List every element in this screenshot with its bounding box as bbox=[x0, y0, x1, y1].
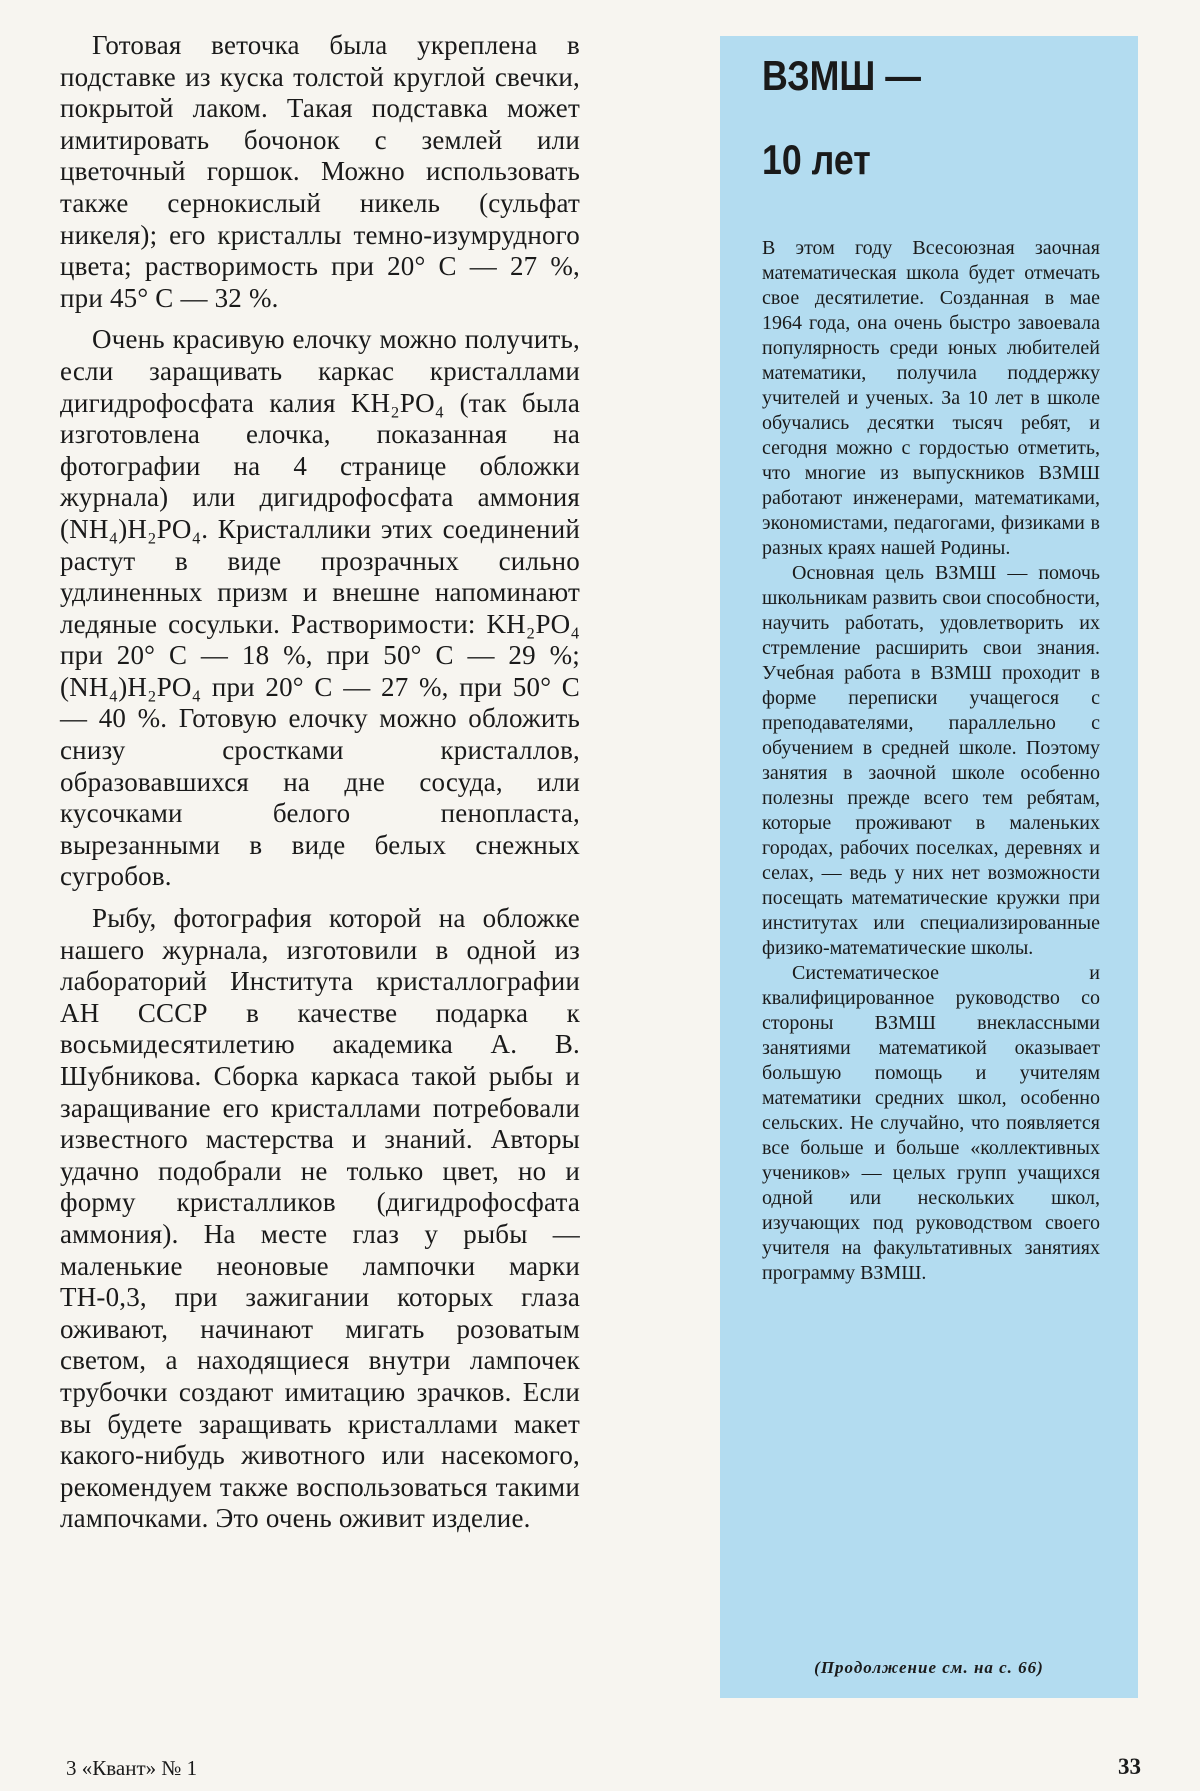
sidebar-body bbox=[762, 236, 1100, 1286]
sidebar-paragraph-3: Систематическое и квалифицированное руководство со стороны ВЗМШ внеклассными занятиями математикой оказывает большую помощь и учителям математики средних школ, особенно сельских. Не случайно, что появляется все больше и больше «коллективных учеников» — целых групп учащихся одной или нескольких школ, изучающих под руководством своего учителя на факультативных занятиях программу ВЗМШ. bbox=[762, 962, 1100, 1284]
page-number: 33 bbox=[1118, 1754, 1141, 1779]
article-paragraph-1: Готовая веточка была укреплена в подставке из куска толстой круглой свечки, покрытой лаком. Такая подставка может имитировать бочонок с землей или цветочный горшок. Можно использовать также сернокислый никель (сульфат никеля); его кристаллы темно-изумрудного цвета; растворимость при 20° С — 27 %, при 45° С — 32 %. bbox=[60, 30, 580, 313]
main-article bbox=[60, 30, 580, 1535]
sidebar-paragraph-2: Основная цель ВЗМШ — помочь школьникам развить свои способности, научить работать, удовлетворить их стремление расширить свои знания. Учебная работа в ВЗМШ проходит в форме переписки учащегося с преподавателями, параллельно с обучением в средней школе. Поэтому занятия в заочной школе особенно полезны прежде всего тем ребятам, которые проживают в маленьких городах, рабочих поселках, деревнях и селах, — ведь у них нет возможности посещать математические кружки при институтах или специализированные физико-математические школы. bbox=[762, 562, 1100, 959]
article-paragraph-3: Рыбу, фотография которой на обложке нашего журнала, изготовили в одной из лабораторий Института кристаллографии АН СССР в качестве подарка к восьмидесятилетию академика А. В. Шубникова. Сборка каркаса такой рыбы и заращивание его кристаллами потребовали известного мастерства и знаний. Авторы удачно подобрали не только цвет, но и форму кристалликов (дигидрофосфата аммония). На месте глаз у рыбы — маленькие неоновые лампочки марки ТН-0,3, при зажигании которых глаза оживают, начинают мигать розоватым светом, а находящиеся внутри лампочек трубочки создают имитацию зрачков. Если вы будете заращивать кристаллами макет какого-нибудь животного или насекомого, рекомендуем также воспользоваться такими лампочками. Это очень оживит изделие. bbox=[60, 903, 580, 1534]
sidebar-paragraph-1: В этом году Всесоюзная заочная математическая школа будет отмечать свое десятилетие. Созданная в мае 1964 года, она очень быстро завоевала популярность среди юных любителей математики, получила поддержку учителей и ученых. За 10 лет в школе обучались десятки тысяч ребят, и сегодня можно с гордостью отметить, что многие из выпускников ВЗМШ работают инженерами, математиками, экономистами, педагогами, физиками в разных краях нашей Родины. bbox=[762, 237, 1100, 559]
sidebar-title-line-1: ВЗМШ — bbox=[762, 52, 921, 99]
continuation-note: (Продолжение см. на с. 66) bbox=[814, 1658, 1044, 1677]
article-paragraph-2: Очень красивую елочку можно получить, если заращивать каркас кристаллами дигидрофосфата калия KH₂PO₄ (так была изготовлена елочка, показанная на фотографии на 4 странице обложки журнала) или дигидрофосфата аммония (NH₄)H₂PO₄. Кристаллики этих соединений растут в виде прозрачных сильно удлиненных призм и внешне напоминают ледяные сосульки. Растворимости: KH₂PO₄ при 20° С — 18 %, при 50° С — 29 %; (NH₄)H₂PO₄ при 20° С — 27 %, при 50° С — 40 %. Готовую елочку можно обложить снизу сростками кристаллов, образовавшихся на дне сосуда, или кусочками белого пенопласта, вырезанными в виде белых снежных сугробов. bbox=[60, 324, 580, 892]
vzmsh-sidebar bbox=[720, 36, 1138, 1698]
print-signature: 3 «Квант» № 1 bbox=[66, 1756, 198, 1780]
sidebar-title-line-2: 10 лет bbox=[762, 136, 871, 183]
